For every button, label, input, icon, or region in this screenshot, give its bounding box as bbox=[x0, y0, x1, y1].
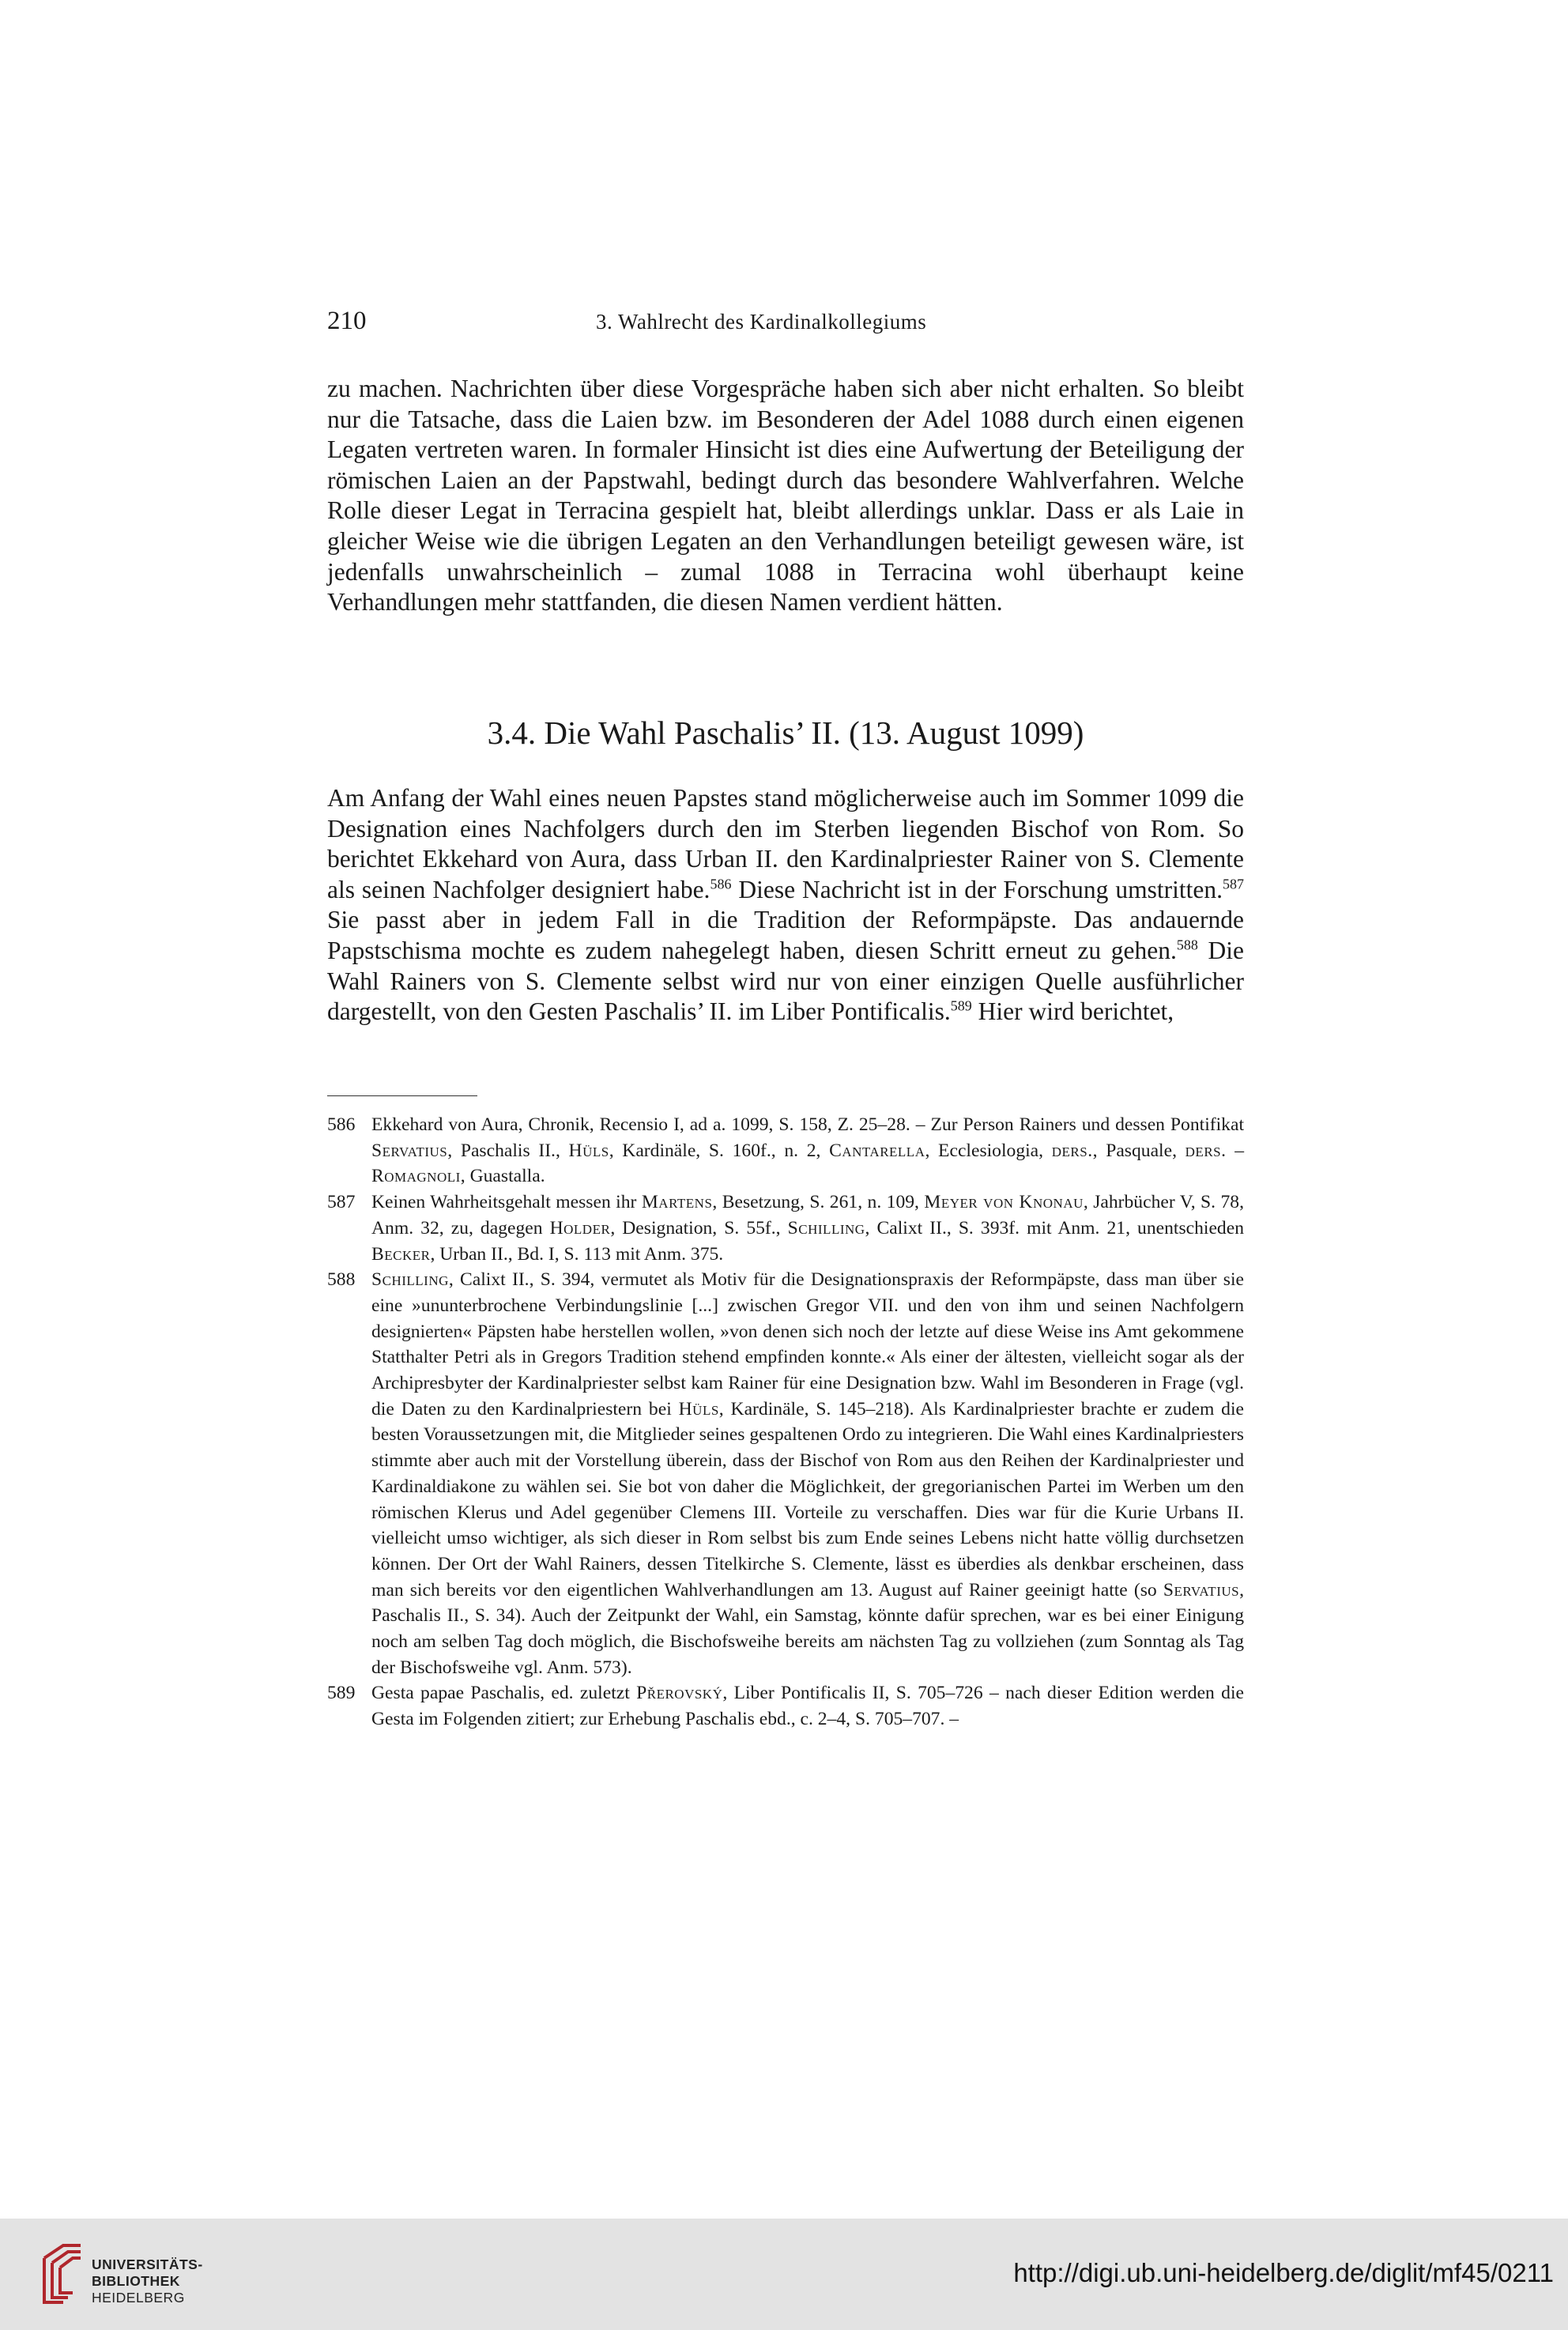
author-name: Holder bbox=[549, 1217, 611, 1239]
text-run: , Liber Pontificalis II, S. 705–726 – nach dieser Edition werden die Gesta im Folgenden zitiert; zur Erhebung Paschalis ebd., c. 2–4, S. 705–707. – bbox=[371, 1683, 1244, 1730]
text-run: , Kardinäle, S. 160f., n. 2, bbox=[609, 1140, 830, 1161]
text-run: , Designation, S. 55f., bbox=[610, 1217, 788, 1239]
footnote-587 bbox=[327, 1190, 1244, 1267]
text-run: , Calixt II., S. 393f. mit Anm. 21, unentschieden bbox=[865, 1217, 1244, 1239]
text-run: Ekkehard von Aura, Chronik, Recensio I, ad a. 1099, S. 158, Z. 25–28. – Zur Person Rainers und dessen Pontifikat bbox=[371, 1114, 1244, 1135]
footnote-588 bbox=[327, 1267, 1244, 1680]
footnote-number: 586 bbox=[327, 1114, 356, 1135]
author-name: Cantarella bbox=[829, 1140, 925, 1161]
body-paragraph: zu machen. Nachrichten über diese Vorgespräche haben sich aber nicht erhalten. So bleibt nur die Tatsache, dass die Laien bzw. im Besonderen der Adel 1088 durch einen eigenen Legaten vertreten waren. In formaler Hinsicht ist dies eine Aufwertung der Beteiligung der römischen Laien an der Papstwahl, bedingt durch das besondere Wahlverfahren. Welche Rolle dieser Legat in Terracina gespielt hat, bleibt allerdings unklar. Dass er als Laie in gleicher Weise wie die übrigen Legaten an den Verhandlungen beteiligt gewesen wäre, ist jedenfalls unwahrscheinlich – zumal 1088 in Terracina wohl überhaupt keine Verhandlungen mehr stattfanden, die diesen Namen verdient hätten. bbox=[327, 375, 1244, 616]
text-run: , Kardinäle, S. 145–218). Als Kardinalpriester brachte er zudem die besten Voraussetzungen mit, die Mitglieder seines gespaltenen Ordo zu integrieren. Die Wahl eines Kardinalpriesters stimmte aber auch mit der Vorstellung überein, dass der Bischof von Rom aus den Reihen der Kardinalpriester und Kardinaldiakone zu wählen sei. Sie bot von daher die Möglichkeit, der gregorianischen Partei im Werben um den römischen Klerus und Adel gegenüber Clemens III. Vorteile zu verschaffen. Dies war für die Kurie Urbans II. vielleicht umso wichtiger, als sich dieser in Rom selbst bis zum Ende seines Lebens nicht hatte völlig durchsetzen können. Der Ort der Wahl Rainers, dessen Titelkirche S. Clemente, lässt es überdies als denkbar erscheinen, dass man sich bereits vor den eigentlichen Wahlverhandlungen am 13. August auf Rainer geeinigt hatte (so bbox=[371, 1398, 1244, 1600]
running-head bbox=[327, 307, 1244, 338]
viewer-footer-bar bbox=[0, 2219, 1568, 2330]
section-heading: 3.4. Die Wahl Paschalis’ II. (13. August 1099) bbox=[487, 714, 1084, 751]
author-name: ders. bbox=[1185, 1140, 1227, 1161]
text-run: Sie passt aber in jedem Fall in die Tradition der Reformpäpste. Das andauernde Papstschisma mochte es zudem nahegelegt haben, diesen Schritt erneut zu gehen. bbox=[327, 906, 1244, 964]
footnote-number: 588 bbox=[327, 1269, 356, 1291]
author-name: Hüls bbox=[678, 1398, 719, 1419]
author-name: Hüls bbox=[568, 1140, 609, 1161]
library-name-line: HEIDELBERG bbox=[92, 2290, 185, 2305]
footnote-586 bbox=[327, 1112, 1244, 1190]
author-name: ders. bbox=[1051, 1140, 1093, 1161]
text-run: Diese Nachricht ist in der Forschung umstritten. bbox=[731, 875, 1223, 903]
author-name: Přerovský bbox=[636, 1683, 723, 1704]
author-name: Romagnoli bbox=[371, 1166, 461, 1187]
body-paragraph bbox=[327, 783, 1244, 1027]
footnote-reference[interactable]: 588 bbox=[1176, 937, 1198, 953]
footnote-reference[interactable]: 586 bbox=[710, 876, 732, 892]
text-run: , Paschalis II., S. 34). Auch der Zeitpunkt der Wahl, ein Samstag, könnte dafür sprechen, war es bei einer Einigung noch am selben Tag doch möglich, die Bischofsweihe bereits am nächsten Tag zu vollziehen (zum Sonntag als Tag der Bischofsweihe vgl. Anm. 573). bbox=[371, 1579, 1244, 1678]
author-name: Martens bbox=[641, 1192, 713, 1213]
author-name: Servatius bbox=[371, 1140, 448, 1161]
footnotes bbox=[327, 1112, 1244, 1732]
footnote-number: 589 bbox=[327, 1683, 356, 1704]
library-name-line: BIBLIOTHEK bbox=[92, 2273, 180, 2289]
text-run: Gesta papae Paschalis, ed. zuletzt bbox=[371, 1683, 637, 1704]
text-run: Hier wird berichtet, bbox=[971, 997, 1174, 1026]
text-run: Die Wahl Rainers von S. Clemente selbst wird nur von einer einzigen Quelle ausführlicher dargestellt, von den Gesten Paschalis’ II. im Liber Pontificalis. bbox=[327, 936, 1245, 1026]
library-name bbox=[92, 2256, 203, 2306]
text-run: , Urban II., Bd. I, S. 113 mit Anm. 375. bbox=[430, 1243, 724, 1265]
text-run: , Calixt II., S. 394, vermutet als Motiv für die Designationspraxis der Reformpäpste, dass man über sie eine »ununterbrochene Verbindungslinie [...] zwischen Gregor VII. und den von ihm und seinen Nachfolgern designierten« Päpsten habe herstellen wollen, »von denen sich noch der letzte auf diese Weise ins Amt gekommene Statthalter Petri als in Gregors Tradition stehend empfinden konnte.« Als einer der ältesten, vielleicht sogar als der Archipresbyter der Kardinalpriester selbst kam Rainer für eine Designation bzw. Wahl im Besonderen in Frage (vgl. die Daten zu den Kardinalpriestern bei bbox=[371, 1269, 1244, 1419]
footnote-number: 587 bbox=[327, 1192, 356, 1213]
text-run: , Jahrbücher V, S. 78, Anm. 32, zu, dagegen bbox=[371, 1192, 1244, 1239]
library-name-line: UNIVERSITÄTS- bbox=[92, 2256, 203, 2272]
text-run: , Besetzung, S. 261, n. 109, bbox=[712, 1192, 925, 1213]
permalink-url[interactable]: http://digi.ub.uni-heidelberg.de/diglit/mf45/0211 bbox=[1013, 2258, 1554, 2287]
author-name: Meyer von Knonau bbox=[924, 1192, 1084, 1213]
author-name: Servatius bbox=[1163, 1579, 1240, 1600]
footnote-reference[interactable]: 587 bbox=[1222, 876, 1244, 892]
library-logo-icon bbox=[40, 2242, 85, 2307]
footnote-reference[interactable]: 589 bbox=[950, 997, 972, 1014]
text-run: , Paschalis II., bbox=[447, 1140, 569, 1161]
footnote-589 bbox=[327, 1680, 1244, 1732]
text-run: Am Anfang der Wahl eines neuen Papstes stand möglicherweise auch im Sommer 1099 die Designation eines Nachfolgers durch den im Sterben liegenden Bischof von Rom. So berichtet Ekkehard von Aura, dass Urban II. den Kardinalpriester Rainer von S. Clemente als seinen Nachfolger designiert habe. bbox=[327, 784, 1244, 903]
author-name: Schilling bbox=[787, 1217, 865, 1239]
text-run: – bbox=[1226, 1140, 1245, 1161]
page-number: 210 bbox=[327, 307, 367, 335]
author-name: Becker bbox=[371, 1243, 431, 1265]
text-run: , Pasquale, bbox=[1092, 1140, 1185, 1161]
text-run: , Ecclesiologia, bbox=[925, 1140, 1052, 1161]
author-name: Schilling bbox=[371, 1269, 449, 1291]
text-run: , Guastalla. bbox=[460, 1166, 545, 1187]
text-run: Keinen Wahrheitsgehalt messen ihr bbox=[371, 1192, 642, 1213]
chapter-title: 3. Wahlrecht des Kardinalkollegiums bbox=[596, 310, 927, 334]
footnote-divider bbox=[327, 1095, 477, 1096]
